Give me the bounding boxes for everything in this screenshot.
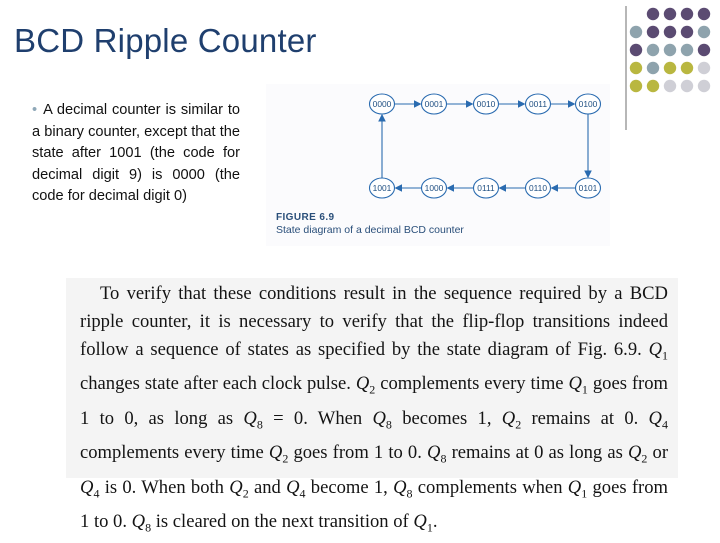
- state-node: [576, 178, 601, 198]
- state-label: 0101: [578, 183, 598, 194]
- decorative-dot: [698, 8, 710, 20]
- state-node: [370, 178, 395, 198]
- book-excerpt: [66, 278, 678, 535]
- decorative-dot: [630, 26, 642, 38]
- decorative-dot: [681, 80, 693, 92]
- decorative-dot: [681, 62, 693, 74]
- decorative-dot: [698, 80, 710, 92]
- decorative-dot: [664, 8, 676, 20]
- state-label: 1001: [372, 183, 392, 194]
- decorative-dot: [681, 44, 693, 56]
- decorative-dot: [664, 26, 676, 38]
- state-label: 0010: [476, 99, 496, 110]
- book-paragraph: To verify that these conditions result in the sequence required by a BCD ripple counter, it is necessary to verify that the flip-flop transitions indeed follow a sequence of states as specified by the state diagram of Fig. 6.9. $Q_1$ changes state after each clock pulse. $Q_2$ complements every time $Q_1$ goes from 1 to 0, as long as $Q_8 = 0$. When $Q_8$ becomes 1, $Q_2$ remains at 0. $Q_4$ complements every time $Q_2$ goes from 1 to 0. $Q_8$ remains at 0 as long as $Q_2$ or $Q_4$ is 0. When both $Q_2$ and $Q_4$ become 1, $Q_8$ complements when $Q_1$ goes from 1 to 0. $Q_8$ is cleared on the next transition of $Q_1$.: [80, 283, 669, 535]
- figure-caption: [276, 211, 464, 237]
- state-node: [422, 94, 447, 114]
- decorative-dot: [630, 44, 642, 56]
- decorative-dot: [698, 44, 710, 56]
- state-label: 0110: [528, 183, 548, 194]
- diagram-arrows: [382, 104, 588, 188]
- decorative-dot: [664, 62, 676, 74]
- decorative-dot: [698, 26, 710, 38]
- decorative-dot: [647, 44, 659, 56]
- decorative-dot: [630, 80, 642, 92]
- decorative-dot: [647, 80, 659, 92]
- decorative-dot: [647, 8, 659, 20]
- decorative-dot: [681, 26, 693, 38]
- diagram-nodes: [370, 94, 601, 198]
- decorative-dot: [698, 62, 710, 74]
- bullet-marker: •: [32, 102, 38, 118]
- decorative-dot-grid: [628, 6, 712, 106]
- state-label: 0100: [578, 99, 598, 110]
- bullet-paragraph: [32, 100, 240, 208]
- bullet-text: A decimal counter is similar to a binary counter, except that the state after 1001 (the code for decimal digit 9) is 0000 (the code for decimal digit 0): [32, 102, 240, 205]
- decorative-dot: [647, 26, 659, 38]
- decorative-dot: [681, 8, 693, 20]
- decorative-dot: [664, 44, 676, 56]
- state-node: [526, 178, 551, 198]
- state-label: 0001: [424, 99, 444, 110]
- state-node: [474, 94, 499, 114]
- state-node: [422, 178, 447, 198]
- figure-caption-text: State diagram of a decimal BCD counter: [276, 224, 464, 236]
- state-node: [370, 94, 395, 114]
- decorative-divider: [625, 6, 627, 130]
- state-node: [474, 178, 499, 198]
- decorative-dot: [647, 62, 659, 74]
- state-label: 0011: [528, 99, 548, 110]
- slide-title: BCD Ripple Counter: [14, 22, 317, 59]
- state-node: [576, 94, 601, 114]
- state-label: 0000: [372, 99, 392, 110]
- state-label: 0111: [477, 183, 495, 194]
- state-node: [526, 94, 551, 114]
- decorative-dot: [630, 62, 642, 74]
- figure-number: FIGURE 6.9: [276, 212, 335, 223]
- state-label: 1000: [424, 183, 444, 194]
- decorative-dot: [664, 80, 676, 92]
